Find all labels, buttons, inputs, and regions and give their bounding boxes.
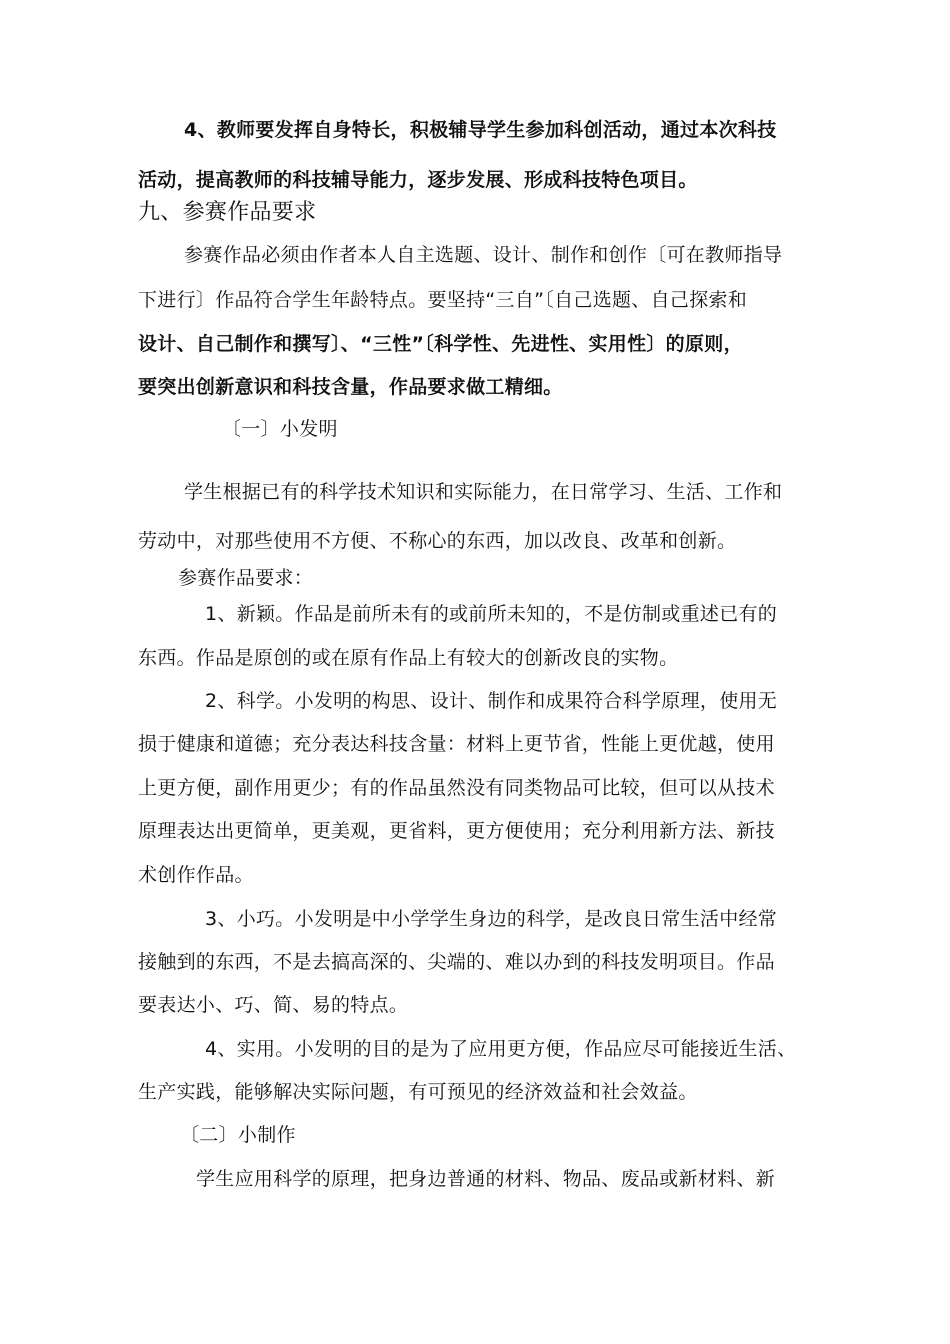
item2-line-1: 2、科学。小发明的构思、设计、制作和成果符合科学原理，使用无 <box>205 690 778 712</box>
handicraft-desc-line-1: 学生应用科学的原理，把身边普通的材料、物品、废品或新材料、新 <box>196 1168 776 1190</box>
subsection-heading-handicraft: 〔二〕小制作 <box>180 1124 296 1146</box>
item3-line-1: 3、小巧。小发明是中小学学生身边的科学，是改良日常生活中经常 <box>205 908 778 930</box>
item3-line-3: 要表达小、巧、简、易的特点。 <box>138 994 409 1016</box>
item4-line-1: 4、实用。小发明的目的是为了应用更方便，作品应尽可能接近生活、 <box>205 1038 797 1060</box>
intro-line-4: 要突出创新意识和科技含量，作品要求做工精细。 <box>138 376 563 398</box>
invention-desc-line-2: 劳动中，对那些使用不方便、不称心的东西，加以改良、改革和创新。 <box>138 530 737 552</box>
requirements-label: 参赛作品要求： <box>178 567 314 589</box>
paragraph-teacher-line-1: 4、教师要发挥自身特长，积极辅导学生参加科创活动，通过本次科技 <box>184 119 777 141</box>
item1-line-2: 东西。作品是原创的或在原有作品上有较大的创新改良的实物。 <box>138 647 679 669</box>
subsection-heading-invention: 〔一〕小发明 <box>222 418 338 440</box>
intro-line-2: 下进行〕作品符合学生年龄特点。要坚持“三自”〔自己选题、自己探索和 <box>138 289 748 311</box>
item2-line-5: 术创作作品。 <box>138 864 254 886</box>
item2-line-3: 上更方便，副作用更少；有的作品虽然没有同类物品可比较，但可以从技术 <box>138 777 775 799</box>
paragraph-teacher-line-2: 活动，提高教师的科技辅导能力，逐步发展、形成科技特色项目。 <box>138 169 698 191</box>
item3-line-2: 接触到的东西，不是去搞高深的、尖端的、难以办到的科技发明项目。作品 <box>138 951 775 973</box>
item2-line-4: 原理表达出更简单，更美观，更省料，更方便使用；充分利用新方法、新技 <box>138 820 775 842</box>
intro-line-3: 设计、自己制作和撰写〕、“三性”〔科学性、先进性、实用性〕的原则， <box>138 333 743 355</box>
section-heading: 九、参赛作品要求 <box>138 200 317 225</box>
invention-desc-line-1: 学生根据已有的科学技术知识和实际能力，在日常学习、生活、工作和 <box>184 481 783 503</box>
item1-line-1: 1、新颖。作品是前所未有的或前所未知的，不是仿制或重述已有的 <box>205 603 778 625</box>
item4-line-2: 生产实践，能够解决实际问题，有可预见的经济效益和社会效益。 <box>138 1081 698 1103</box>
intro-line-1: 参赛作品必须由作者本人自主选题、设计、制作和创作〔可在教师指导 <box>184 244 783 266</box>
item2-line-2: 损于健康和道德；充分表达科技含量：材料上更节省，性能上更优越，使用 <box>138 733 775 755</box>
